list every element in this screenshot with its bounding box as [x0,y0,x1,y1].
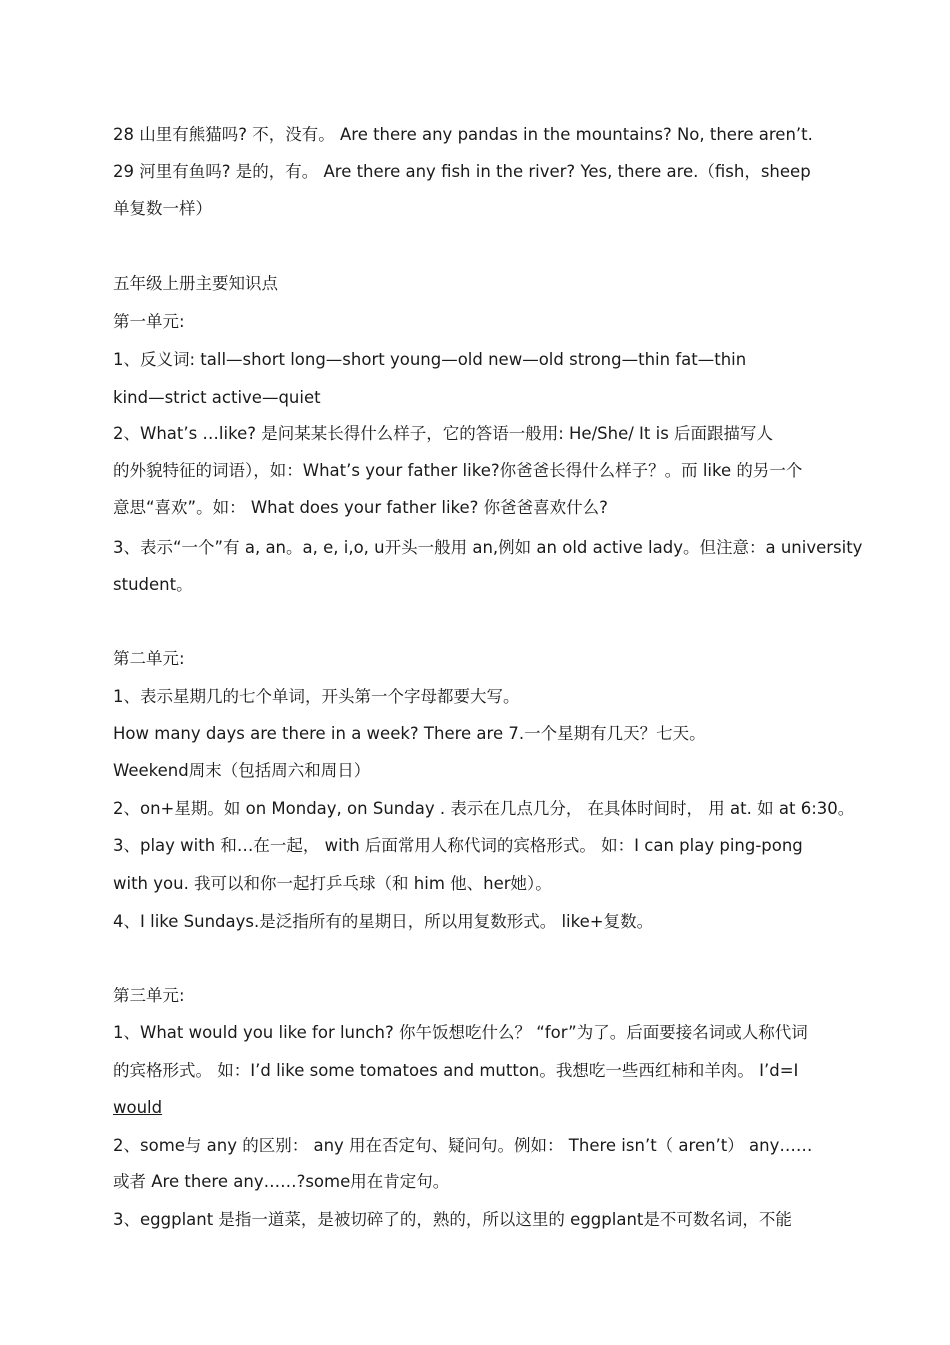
unit-1-item-3-cont: student。 [113,575,193,594]
unit-2-item-3: 3、play with 和…在一起， with 后面常用人称代词的宾格形式。 如：I can play ping-pong [113,836,803,855]
unit-1-item-2-cont2: 意思“喜欢”。如： What does your father like? 你爸爸喜欢什么? [113,498,608,517]
unit-3-item-2-cont: 或者 Are there any……?some用在肯定句。 [113,1172,450,1191]
section-title: 五年级上册主要知识点 [113,274,278,293]
unit-1-item-1: 1、反义词: tall—short long—short young—old new—old strong—thin fat—thin [113,350,747,369]
unit-1-item-3: 3、表示“一个”有 a, an。a, e, i,o, u开头一般用 an,例如 an old active lady。但注意：a university [113,538,863,557]
text-line-29: 29 河里有鱼吗? 是的，有。 Are there any fish in the river? Yes, there are.（fish，sheep [113,162,811,181]
unit-3-heading: 第三单元: [113,986,185,1005]
unit-1-item-2-cont: 的外貌特征的词语），如：What’s your father like?你爸爸长得什么样子？。而 like 的另一个 [113,461,803,480]
unit-3-item-1-cont2: would [113,1098,163,1117]
unit-3-item-1-cont: 的宾格形式。 如：I’d like some tomatoes and mutton。我想吃一些西红柿和羊肉。 I’d=I [113,1061,799,1080]
unit-2-item-4: 4、I like Sundays.是泛指所有的星期日，所以用复数形式。 like+复数。 [113,912,654,931]
unit-3-item-2: 2、some与 any 的区别： any 用在否定句、疑问句。例如： There isn’t（ aren’t） any…… [113,1136,813,1155]
unit-2-heading: 第二单元: [113,649,185,668]
unit-2-item-1-example: How many days are there in a week? There are 7.一个星期有几天？七天。 [113,724,706,743]
unit-1-item-2: 2、What’s …like? 是问某某长得什么样子，它的答语一般用: He/She/ It is 后面跟描写人 [113,424,774,443]
unit-2-item-1-weekend: Weekend周末（包括周六和周日） [113,761,371,780]
unit-1-heading: 第一单元: [113,312,185,331]
unit-2-item-3-cont: with you. 我可以和你一起打乒乓球（和 him 他、her她）。 [113,874,552,893]
unit-2-item-1: 1、表示星期几的七个单词，开头第一个字母都要大写。 [113,687,520,706]
unit-2-item-2: 2、on+星期。如 on Monday, on Sunday . 表示在几点几分， 在具体时间时， 用 at. 如 at 6:30。 [113,799,855,818]
text-line-28: 28 山里有熊猫吗? 不，没有。 Are there any pandas in the mountains? No, there aren’t. [113,125,813,144]
unit-1-item-1-cont: kind—strict active—quiet [113,388,321,407]
unit-3-item-3: 3、eggplant 是指一道菜，是被切碎了的，熟的，所以这里的 eggplant是不可数名词，不能 [113,1210,792,1229]
text-line-29-cont: 单复数一样） [113,199,212,218]
unit-3-item-1: 1、What would you like for lunch? 你午饭想吃什么？ “for”为了。后面要接名词或人称代词 [113,1023,808,1042]
